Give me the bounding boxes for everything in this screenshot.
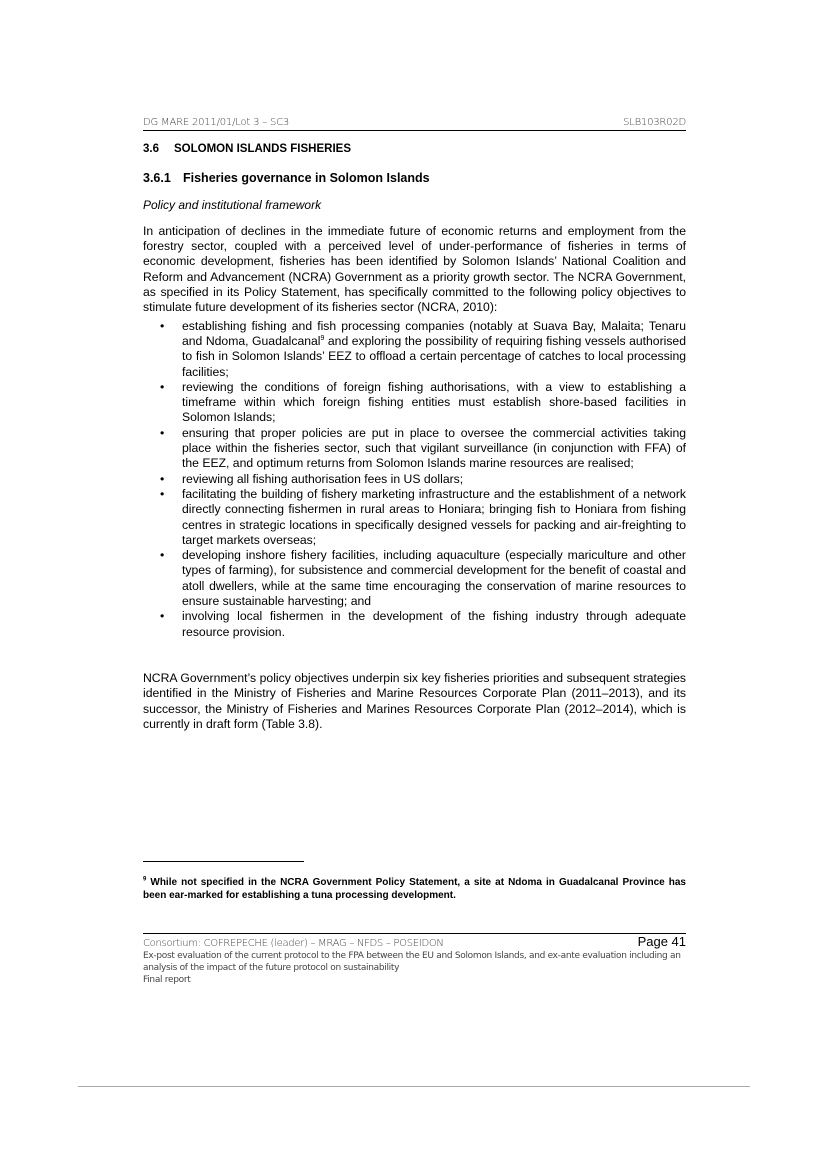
list-item-text: involving local fishermen in the development of the fishing industry through adequate resource provision. [182, 609, 686, 639]
list-item [143, 609, 686, 640]
page-bottom-divider [78, 1086, 750, 1087]
footnote-divider [143, 861, 304, 862]
list-item [143, 426, 686, 472]
bullet-icon: • [160, 548, 165, 563]
list-item [143, 548, 686, 609]
policy-objectives-list [143, 319, 686, 640]
list-item [143, 319, 686, 380]
list-item [143, 487, 686, 548]
section-heading [143, 142, 686, 157]
section-number: 3.6 [143, 143, 159, 155]
list-item-text: reviewing the conditions of foreign fishing authorisations, with a view to establishing a timeframe within which foreign fishing entities must establish shore-based facilities in Solomon Islands; [182, 379, 686, 425]
section-title: SOLOMON ISLANDS FISHERIES [174, 143, 351, 155]
bullet-icon: • [160, 609, 165, 624]
page-number: Page 41 [637, 934, 686, 949]
footnote-text: While not specified in the NCRA Government Policy Statement, a site at Ndoma in Guadalcanal Province has been ear-marked for establishing a tuna processing development. [143, 877, 686, 901]
list-item [143, 380, 686, 426]
subsection-heading [143, 171, 686, 186]
list-item-text: ensuring that proper policies are put in place to oversee the commercial activities taking place within the fisheries sector, such that vigilant surveillance (in conjunction with FFA) of the EEZ, and optimum returns from Solomon Islands marine resources are realised; [182, 425, 686, 471]
footer-description [143, 950, 688, 986]
list-item-text: reviewing all fishing authorisation fees in US dollars; [182, 471, 464, 486]
bullet-icon: • [160, 379, 165, 394]
list-item-text-continued: and exploring the possibility of requiring fishing vessels authorised to fish in Solomon Islands’ EEZ to offload a certain percentage of catches to local processing facilities; [182, 333, 686, 379]
list-item-text: establishing fishing and fish processing companies (notably at Suava Bay, Malaita; Tenaru and Ndoma, Guadalcanal [182, 318, 686, 348]
list-item-text: developing inshore fishery facilities, including aquaculture (especially mariculture and other types of farming), for subsistence and commercial development for the benefit of coastal and atoll dwellers, while at the same time encouraging the conservation of marine resources to ensure sustainable harvesting; and [182, 548, 686, 609]
bullet-icon: • [160, 425, 165, 440]
running-header-left: DG MARE 2011/01/Lot 3 – SC3 [143, 117, 290, 128]
footer-description-text: Ex-post evaluation of the current protocol to the FPA between the EU and Solomon Islands, and ex-ante evaluation including an analysis of the impact of the future protocol on sustainability [143, 951, 681, 973]
footer-report-type: Final report [143, 975, 191, 985]
footer-divider [143, 933, 686, 934]
main-content [143, 142, 686, 732]
footnote-reference[interactable]: 9 [320, 334, 325, 342]
bullet-icon: • [160, 471, 165, 486]
italic-subheading: Policy and institutional framework [143, 197, 322, 212]
subsection-title: Fisheries governance in Solomon Islands [183, 171, 430, 186]
footnote-number: 9 [143, 876, 147, 883]
header-divider [143, 130, 686, 131]
running-header-right: SLB103R02D [623, 117, 686, 128]
bullet-icon: • [160, 486, 165, 501]
intro-paragraph: In anticipation of declines in the immediate future of economic returns and employment from the forestry sector, coupled with a perceived level of under-performance of fisheries in terms of economic development, fisheries has been identified by Solomon Islands’ National Coalition and Reform and Advancement (NCRA) Government as a priority growth sector. The NCRA Government, as specified in its Policy Statement, has specifically committed to the following policy objectives to stimulate future development of its fisheries sector (NCRA, 2010): [143, 223, 686, 315]
footnote [143, 876, 686, 902]
subsection-number: 3.6.1 [143, 171, 171, 186]
list-item-text: facilitating the building of fishery marketing infrastructure and the establishment of a network directly connecting fishermen in rural areas to Honiara; bringing fish to Honiara from fishing centres in strategic locations in specifically designed vessels for packing and air-freighting to target markets overseas; [182, 486, 686, 547]
list-item [143, 472, 686, 487]
closing-paragraph: NCRA Government’s policy objectives underpin six key fisheries priorities and subsequent strategies identified in the Ministry of Fisheries and Marine Resources Corporate Plan (2011–2013), and its successor, the Ministry of Fisheries and Marines Resources Corporate Plan (2012–2014), which is currently in draft form (Table 3.8). [143, 670, 686, 731]
bullet-icon: • [160, 318, 165, 333]
footer-consortium: Consortium: COFREPECHE (leader) – MRAG – NFDS – POSEIDON [143, 938, 444, 949]
